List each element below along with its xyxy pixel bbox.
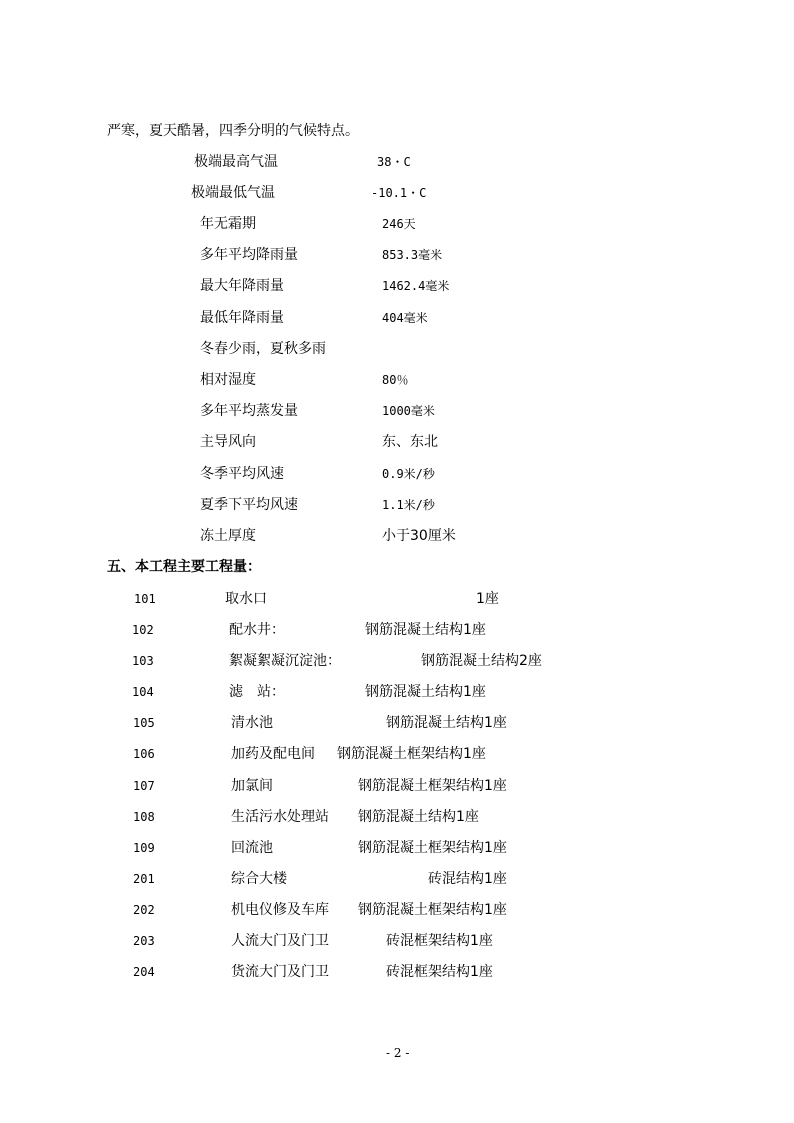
work-name-203: 人流大门及门卫 [231, 933, 329, 949]
work-desc-201: 砖混结构1座 [428, 871, 507, 887]
work-code-102: 102 [132, 623, 154, 637]
work-name-103: 絮凝絮凝沉淀池： [229, 653, 341, 669]
work-code-106: 106 [133, 747, 155, 761]
work-code-201: 201 [133, 872, 155, 886]
climate-label-1: 极端最高气温 [194, 154, 278, 170]
work-code-202: 202 [133, 903, 155, 917]
work-desc-103: 钢筋混凝土结构2座 [421, 653, 542, 669]
work-code-109: 109 [133, 841, 155, 855]
work-desc-106: 钢筋混凝土框架结构1座 [337, 746, 486, 762]
work-name-108: 生活污水处理站 [231, 809, 329, 825]
work-desc-104: 钢筋混凝土结构1座 [365, 684, 486, 700]
climate-value-10: 东、东北 [382, 434, 438, 450]
work-name-109: 回流池 [231, 840, 273, 856]
work-name-101: 取水口 [225, 591, 267, 607]
work-name-201: 综合大楼 [231, 871, 287, 887]
climate-value-5: 1462.4毫米 [382, 279, 450, 293]
climate-value-9: 1000毫米 [382, 404, 435, 418]
climate-label-7: 冬春少雨，夏秋多雨 [200, 341, 326, 357]
climate-value-8: 80％ [382, 373, 409, 387]
work-name-106: 加药及配电间 [231, 746, 315, 762]
work-name-104: 滤 站： [229, 684, 285, 700]
work-code-107: 107 [133, 779, 155, 793]
work-desc-203: 砖混框架结构1座 [386, 933, 493, 949]
work-desc-107: 钢筋混凝土框架结构1座 [358, 778, 507, 794]
work-name-102: 配水井： [229, 622, 285, 638]
work-desc-102: 钢筋混凝土结构1座 [365, 622, 486, 638]
work-code-105: 105 [133, 716, 155, 730]
work-code-203: 203 [133, 934, 155, 948]
work-desc-204: 砖混框架结构1座 [386, 964, 493, 980]
work-code-101: 101 [134, 592, 156, 606]
work-desc-108: 钢筋混凝土结构1座 [358, 809, 479, 825]
intro-paragraph: 严寒，夏天酷暑，四季分明的气候特点。 [107, 123, 359, 139]
work-desc-101: 1座 [476, 591, 499, 607]
work-code-108: 108 [133, 810, 155, 824]
climate-label-8: 相对湿度 [200, 372, 256, 388]
section-heading: 五、本工程主要工程量： [107, 559, 261, 575]
climate-value-3: 246天 [382, 217, 416, 231]
climate-label-11: 冬季平均风速 [200, 466, 284, 482]
work-name-107: 加氯间 [231, 778, 273, 794]
climate-label-6: 最低年降雨量 [200, 310, 284, 326]
climate-label-10: 主导风向 [200, 434, 256, 450]
climate-label-12: 夏季下平均风速 [200, 497, 298, 513]
climate-label-9: 多年平均蒸发量 [200, 403, 298, 419]
climate-label-4: 多年平均降雨量 [200, 247, 298, 263]
work-name-204: 货流大门及门卫 [231, 964, 329, 980]
work-code-103: 103 [132, 654, 154, 668]
climate-label-5: 最大年降雨量 [200, 278, 284, 294]
climate-label-3: 年无霜期 [200, 216, 256, 232]
climate-value-11: 0.9米/秒 [382, 467, 435, 481]
climate-value-2: -10.1・C [371, 186, 427, 200]
climate-value-1: 38・C [377, 155, 411, 169]
climate-value-12: 1.1米/秒 [382, 498, 435, 512]
page-number: - 2 - [386, 1046, 410, 1060]
climate-label-2: 极端最低气温 [191, 185, 275, 201]
work-code-104: 104 [132, 685, 154, 699]
work-desc-202: 钢筋混凝土框架结构1座 [358, 902, 507, 918]
work-desc-109: 钢筋混凝土框架结构1座 [358, 840, 507, 856]
climate-value-13: 小于30厘米 [382, 528, 456, 544]
climate-value-6: 404毫米 [382, 311, 428, 325]
work-desc-105: 钢筋混凝土结构1座 [386, 715, 507, 731]
work-name-105: 清水池 [231, 715, 273, 731]
climate-value-4: 853.3毫米 [382, 248, 443, 262]
work-name-202: 机电仪修及车库 [231, 902, 329, 918]
work-code-204: 204 [133, 965, 155, 979]
climate-label-13: 冻土厚度 [200, 528, 256, 544]
